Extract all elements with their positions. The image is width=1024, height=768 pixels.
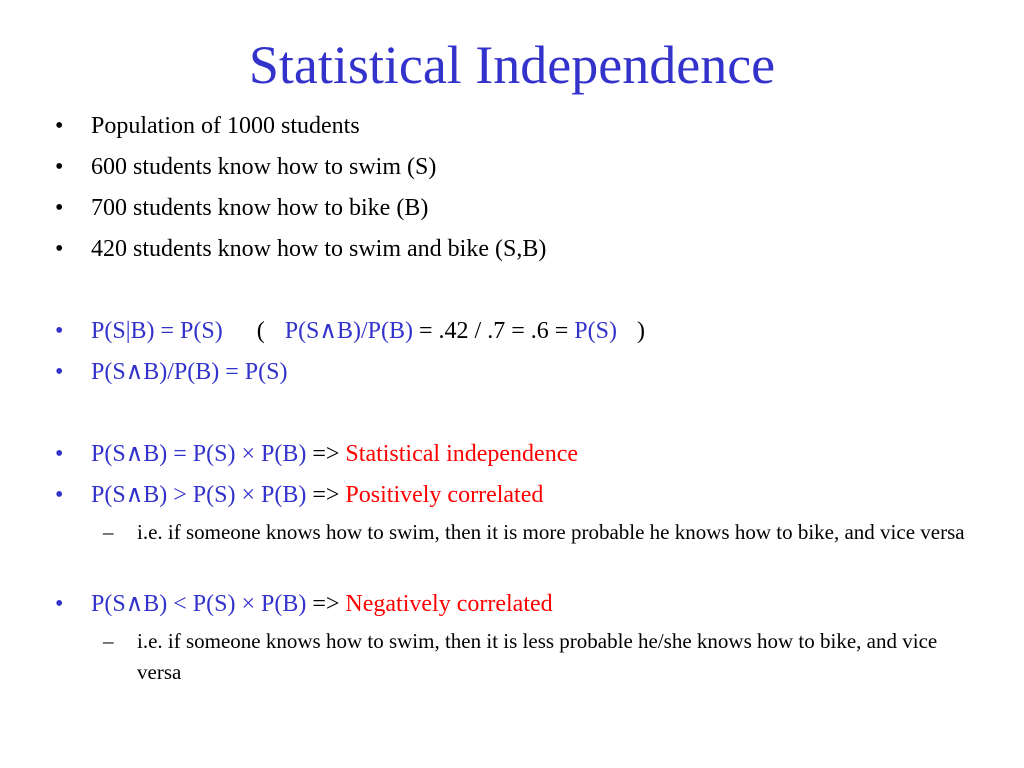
formula-ratio: P(S∧B)/P(B)	[284, 318, 413, 344]
formula-line	[91, 316, 645, 346]
implies-arrow: =>	[312, 591, 340, 617]
bullet-dot: •	[55, 318, 64, 344]
bullet-text: 700 students know how to bike (B)	[91, 195, 429, 221]
bullet-text: 420 students know how to swim and bike (S,B)	[91, 236, 547, 262]
bullet-dot: •	[55, 359, 64, 385]
independence-line	[91, 439, 578, 469]
negative-expression: P(S∧B) < P(S) × P(B)	[91, 591, 307, 617]
formula-calculation: = .42 / .7 = .6 =	[418, 318, 569, 344]
bullet-dot: •	[55, 591, 64, 617]
formula-close-paren: )	[636, 318, 645, 344]
positive-expression: P(S∧B) > P(S) × P(B)	[91, 482, 307, 508]
bullet-dot: •	[55, 441, 64, 467]
formula-result: P(S)	[574, 318, 617, 344]
slide-title: Statistical Independence	[248, 35, 776, 95]
sub-bullet-dash: –	[103, 520, 114, 544]
independence-label: Statistical independence	[345, 441, 579, 467]
implies-arrow: =>	[312, 441, 340, 467]
formula-conditional: P(S|B) = P(S)	[91, 318, 223, 344]
formula-equality: P(S∧B)/P(B) = P(S)	[91, 359, 288, 385]
positive-label: Positively correlated	[345, 482, 544, 508]
independence-expression: P(S∧B) = P(S) × P(B)	[91, 441, 307, 467]
positive-line	[91, 480, 543, 510]
bullet-text: Population of 1000 students	[91, 113, 360, 139]
bullet-dot: •	[55, 113, 64, 139]
negative-note: i.e. if someone knows how to swim, then it is less probable he/she knows how to bike, and vice versa	[137, 629, 938, 684]
bullet-dot: •	[55, 195, 64, 221]
implies-arrow: =>	[312, 482, 340, 508]
positive-note: i.e. if someone knows how to swim, then it is more probable he knows how to bike, and vice versa	[137, 520, 965, 544]
bullet-dot: •	[55, 236, 64, 262]
sub-bullet-dash: –	[103, 629, 114, 653]
negative-label: Negatively correlated	[345, 591, 553, 617]
bullet-text: 600 students know how to swim (S)	[91, 154, 437, 180]
bullet-dot: •	[55, 482, 64, 508]
bullet-dot: •	[55, 154, 64, 180]
formula-open-paren: (	[256, 318, 265, 344]
negative-line	[91, 589, 553, 619]
